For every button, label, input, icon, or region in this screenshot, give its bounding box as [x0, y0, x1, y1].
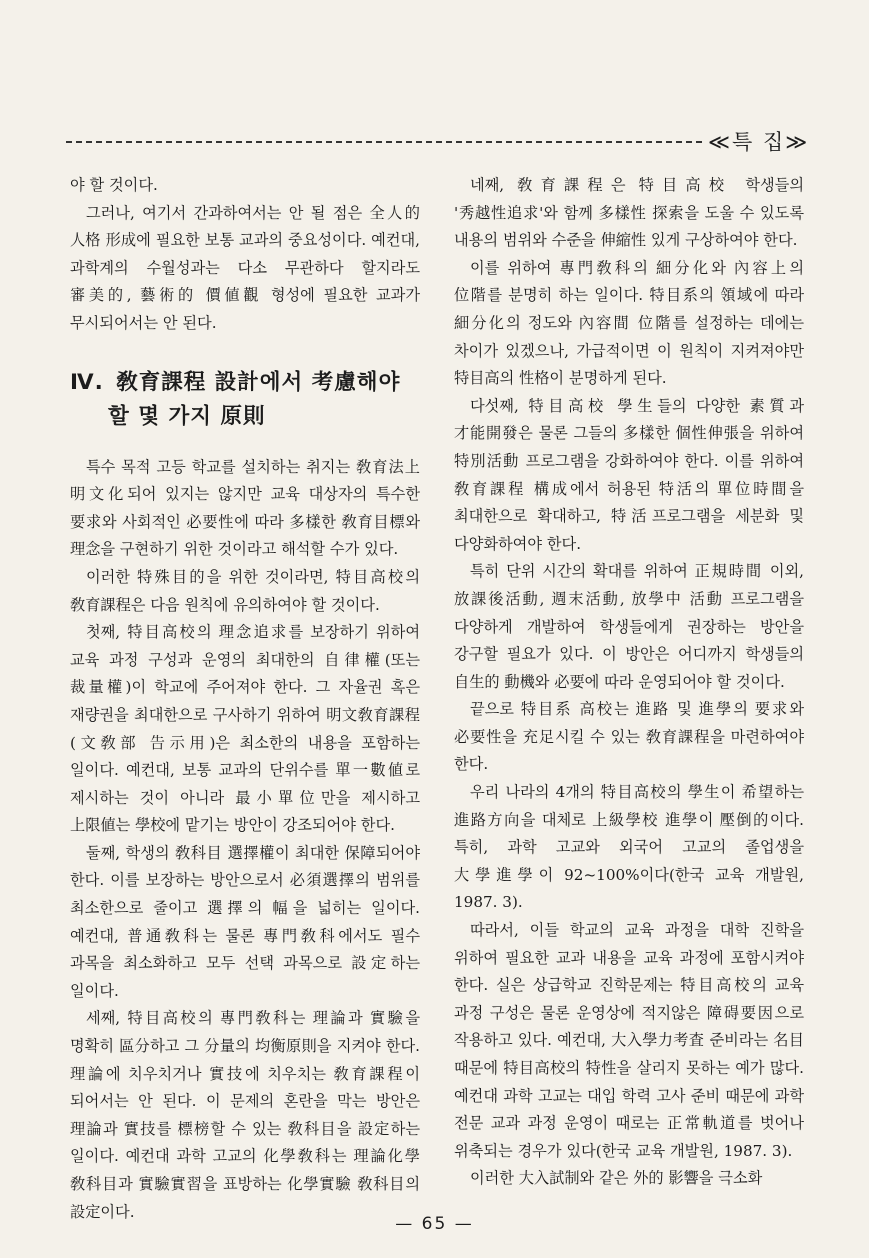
paragraph: 둘째, 학생의 敎科目 選擇權이 최대한 保障되어야 한다. 이를 보장하는 방안으로서 必須選擇의 범위를 최소한으로 줄이고 選擇의 幅을 넓히는 일이다. 예컨대, 普通敎科는 물론 專門敎科에서도 필수 과목을 최소화하고 모두 선택 과목으로 設定하는 일이다.: [70, 843, 420, 1000]
section-tag: ≪특 집≫: [708, 130, 810, 154]
paragraph: 특히 단위 시간의 확대를 위하여 正規時間 이외, 放課後活動, 週末活動, 放學中 活動 프로그램을 다양하게 개발하여 학생들에게 권장하는 방안을 강구할 필요가 있다. 이 방안은 어디까지 학생들의 自生的 動機와 必要에 따라 운영되어야 할 것이다.: [454, 562, 804, 691]
section-title-line1: 敎育課程 設計에서 考慮해야: [116, 369, 401, 395]
left-column: [70, 172, 420, 1226]
paragraph: 세째, 特目高校의 專門敎科는 理論과 實驗을 명확히 區分하고 그 分量의 均衡原則을 지켜야 한다. 理論에 치우치거나 實技에 치우치는 敎育課程이 되어서는 안 된다. 이 문제의 혼란을 막는 방안은 理論과 實技를 標榜할 수 있는 敎科目을 設定하는 일이다. 예컨대 과학 고교의 化學敎科는 理論化學 敎科目과 實驗實習을 표방하는 化學實驗 敎科目의 設定이다.: [70, 1009, 420, 1221]
paragraph: 끝으로 特目系 高校는 進路 및 進學의 要求와 必要性을 充足시킬 수 있는 敎育課程을 마련하여야 한다.: [454, 700, 804, 774]
paragraph: 따라서, 이들 학교의 교육 과정을 대학 진학을 위하여 필요한 교과 내용을 교육 과정에 포함시켜야 한다. 실은 상급학교 진학문제는 特目高校의 교육 과정 구성은 물론 운영상에 적지않은 障碍要因으로 작용하고 있다. 예컨대, 大入學力考査 준비라는 名目 때문에 特目高校의 特性을 살리지 못하는 예가 많다. 예컨대 과학 고교는 대입 학력 고사 준비 때문에 과학 전문 교과 과정 운영이 때로는 正常軌道를 벗어나 위축되는 경우가 있다(한국 교육 개발원, 1987. 3).: [454, 921, 804, 1160]
header-dashed-rule: [66, 141, 702, 143]
section-heading: [70, 366, 420, 434]
section-number: Ⅳ.: [70, 369, 104, 395]
paragraph: 특수 목적 고등 학교를 설치하는 취지는 敎育法上 明文化되어 있지는 않지만 교육 대상자의 특수한 要求와 사회적인 必要性에 따라 多樣한 敎育目標와 理念을 구현하기 위한 것이라고 해석할 수가 있다.: [70, 457, 420, 559]
paragraph: 첫째, 特目高校의 理念追求를 보장하기 위하여 교육 과정 구성과 운영의 최대한의 自律權(또는 裁量權)이 학교에 주어져야 한다. 그 자율권 혹은 재량권을 최대한으로 구사하기 위하여 明文敎育課程(文敎部 告示用)은 최소한의 내용을 포함하는 일이다. 예컨대, 보통 교과의 단위수를 單一數値로 제시하는 것이 아니라 最小單位만을 제시하고 上限値는 學校에 맡기는 방안이 강조되어야 한다.: [70, 623, 420, 835]
paragraph: 이를 위하여 專門敎科의 細分化와 內容上의 位階를 분명히 하는 일이다. 特目系의 領域에 따라 細分化의 정도와 內容間 位階를 설정하는 데에는 차이가 있겠으나, 가급적이면 이 원칙이 지켜져야만 特目高의 性格이 분명하게 된다.: [454, 258, 804, 388]
page-number: — 65 —: [395, 1214, 474, 1234]
right-column: [454, 172, 804, 1193]
section-title-line2: 할 몇 가지 原則: [108, 403, 266, 429]
paragraph: 야 할 것이다.: [70, 176, 158, 194]
paragraph: 네째, 敎育課程은 特目高校 학생들의 '秀越性追求'와 함께 多樣性 探索을 도울 수 있도록 내용의 범위와 수준을 伸縮性 있게 구상하여야 한다.: [454, 176, 804, 250]
paragraph: 다섯째, 特目高校 學生들의 다양한 素質과 才能開發은 물론 그들의 多樣한 個性伸張을 위하여 特別活動 프로그램을 강화하여야 한다. 이를 위하여 敎育課程 構成에서 허용된 特活의 單位時間을 최대한으로 확대하고, 特活프로그램을 세분화 및 다양화하여야 한다.: [454, 396, 804, 553]
paragraph: 이러한 特殊目的을 위한 것이라면, 特目高校의 敎育課程은 다음 원칙에 유의하여야 할 것이다.: [70, 567, 420, 614]
paragraph: 우리 나라의 4개의 特目高校의 學生이 希望하는 進路方向을 대체로 上級學校 進學이 壓倒的이다. 특히, 과학 고교와 외국어 고교의 졸업생을 大學進學이 92~100%이다(한국 교육 개발원, 1987. 3).: [454, 783, 804, 912]
paragraph: 이러한 大入試制와 같은 外的 影響을 극소화: [469, 1169, 763, 1188]
paragraph: 그러나, 여기서 간과하여서는 안 될 점은 全人的 人格 形成에 필요한 보통 교과의 중요성이다. 예컨대, 과학계의 수월성과는 다소 무관하다 할지라도 審美的, 藝術的 價値觀 형성에 필요한 교과가 무시되어서는 안 된다.: [70, 203, 420, 332]
